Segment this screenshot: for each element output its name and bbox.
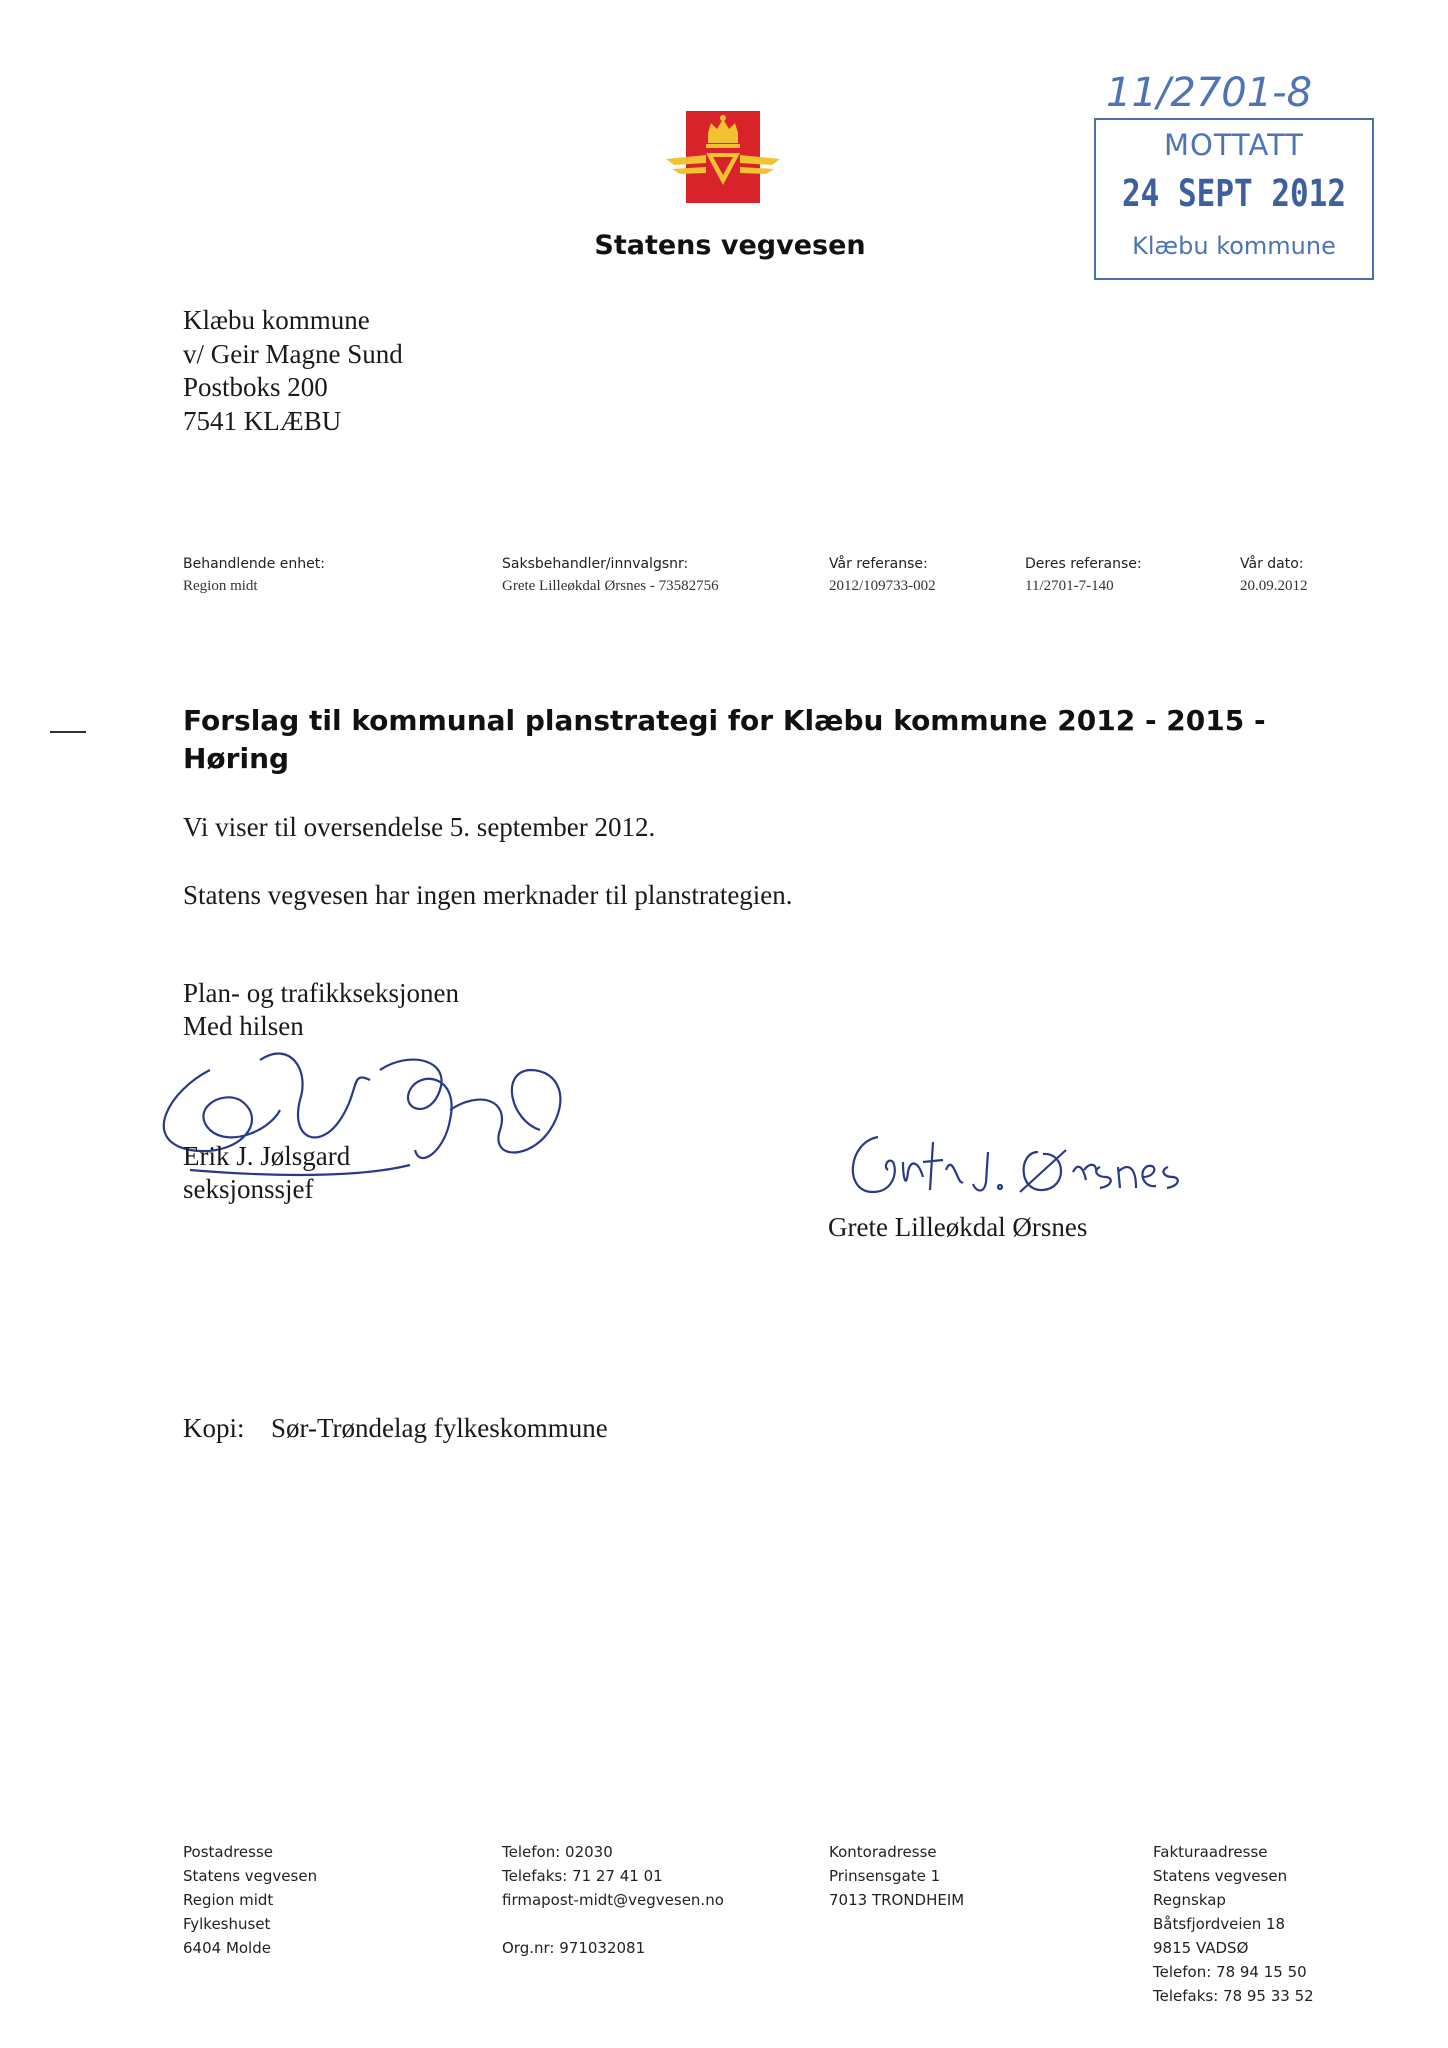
signer-name: Grete Lilleøkdal Ørsnes (828, 1212, 1088, 1242)
reference-label: Deres referanse: (1025, 556, 1142, 572)
footer-office-address (829, 1840, 964, 1912)
footer-contact (502, 1840, 724, 1960)
body-paragraph: Statens vegvesen har ingen merknader til planstrategien. (183, 880, 793, 910)
signer-block (183, 1140, 350, 1206)
recipient-line: 7541 KLÆBU (183, 405, 342, 436)
statens-vegvesen-logo-icon (666, 111, 780, 211)
footer-line: Prinsensgate 1 (829, 1867, 941, 1885)
footer-fax: Telefaks: 71 27 41 01 (502, 1867, 663, 1885)
footer-line: Regnskap (1153, 1891, 1226, 1909)
footer-line: 7013 TRONDHEIM (829, 1891, 965, 1909)
footer-email: firmapost-midt@vegvesen.no (502, 1891, 724, 1909)
footer-line: Postadresse (183, 1843, 274, 1861)
footer-orgnr: Org.nr: 971032081 (502, 1939, 646, 1957)
footer-line: Fakturaadresse (1153, 1843, 1268, 1861)
signer-title: seksjonssjef (183, 1174, 314, 1204)
reference-value: 2012/109733-002 (829, 578, 936, 594)
footer-line: Telefaks: 78 95 33 52 (1153, 1987, 1314, 2005)
recipient-address (183, 304, 403, 438)
handwritten-case-text: 11/2701-8 (1106, 70, 1313, 116)
copy-recipient (183, 1413, 608, 1444)
reference-case-officer (502, 556, 719, 595)
letter-subject (183, 702, 1283, 778)
footer-line: 9815 VADSØ (1153, 1939, 1249, 1957)
stamp-place: Klæbu kommune (1132, 232, 1336, 260)
reference-our-date (1240, 556, 1308, 595)
reference-label: Behandlende enhet: (183, 556, 325, 572)
footer-line: Fylkeshuset (183, 1915, 271, 1933)
body-paragraph: Vi viser til oversendelse 5. september 2012. (183, 812, 656, 842)
reference-our-ref (829, 556, 936, 595)
footer-line: 6404 Molde (183, 1939, 271, 1957)
reference-value: 11/2701-7-140 (1025, 578, 1114, 594)
footer-phone: Telefon: 02030 (502, 1843, 613, 1861)
reference-label: Saksbehandler/innvalgsnr: (502, 556, 689, 572)
copy-value: Sør-Trøndelag fylkeskommune (271, 1413, 608, 1443)
fold-mark (50, 731, 86, 733)
footer-postal-address (183, 1840, 317, 1960)
copy-label: Kopi: (183, 1413, 245, 1443)
reference-label: Vår referanse: (829, 556, 928, 572)
footer-line: Båtsfjordveien 18 (1153, 1915, 1286, 1933)
recipient-line: v/ Geir Magne Sund (183, 338, 403, 369)
organization-name: Statens vegvesen (594, 230, 866, 261)
recipient-line: Postboks 200 (183, 372, 328, 402)
footer-invoice-address (1153, 1840, 1314, 2008)
reference-value: Grete Lilleøkdal Ørsnes - 73582756 (502, 578, 719, 594)
footer-line: Statens vegvesen (183, 1867, 318, 1885)
handwritten-case-number (1100, 62, 1340, 126)
footer-line: Kontoradresse (829, 1843, 937, 1861)
footer-line: Region midt (183, 1891, 274, 1909)
reference-handling-unit (183, 556, 325, 595)
footer-line: Telefon: 78 94 15 50 (1153, 1963, 1307, 1981)
reference-value: 20.09.2012 (1240, 578, 1308, 594)
signer-name: Erik J. Jølsgard (183, 1141, 351, 1171)
subject-line: Forslag til kommunal planstrategi for Klæbu kommune 2012 - 2015 - (183, 704, 1266, 737)
closing-section: Plan- og trafikkseksjonen (183, 978, 459, 1008)
closing-greeting: Med hilsen (183, 1011, 304, 1041)
received-stamp (1094, 118, 1374, 280)
stamp-date: 24 SEPT 2012 (1122, 172, 1346, 216)
footer-line: Statens vegvesen (1153, 1867, 1288, 1885)
reference-your-ref (1025, 556, 1142, 595)
subject-line: Høring (183, 742, 290, 775)
handwritten-signature (838, 1122, 1198, 1202)
stamp-title: MOTTATT (1163, 128, 1305, 162)
reference-value: Region midt (183, 578, 258, 594)
recipient-line: Klæbu kommune (183, 305, 370, 335)
reference-label: Vår dato: (1240, 556, 1304, 572)
